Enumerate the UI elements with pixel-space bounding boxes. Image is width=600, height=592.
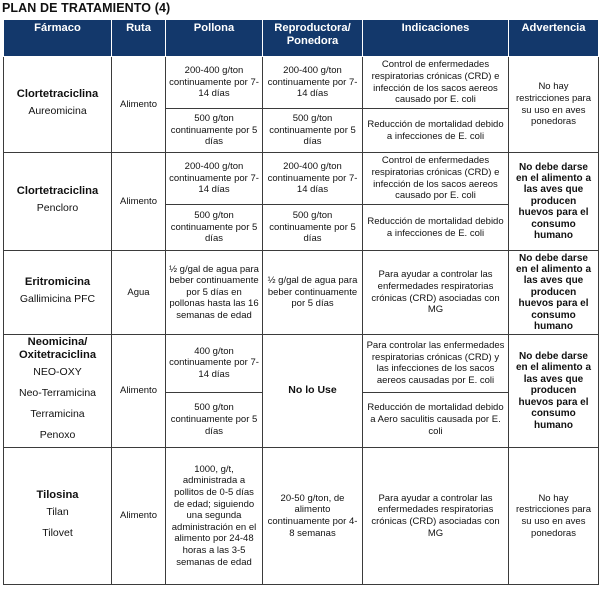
indicaciones-cell: Reducción de mortalidad debido a infecciones de E. coli (363, 205, 509, 251)
drug-name: Neomicina/ Oxitetraciclina (18, 336, 97, 361)
page-title: PLAN DE TRATAMIENTO (4) (2, 1, 171, 15)
header-ruta: Ruta (112, 20, 166, 57)
indicaciones-cell: Control de enfermedades respiratorias crónicas (CRD) e infección de los sacos aereos causado por E. coli (363, 153, 509, 205)
header-pollona: Pollona (166, 20, 263, 57)
warning-cell: No debe darse en el alimento a las aves que producen huevos para el consumo humano (509, 251, 599, 335)
reproductora-cell: 500 g/ton continuamente por 5 días (263, 109, 363, 153)
warning-cell: No debe darse en el alimento a las aves que producen huevos para el consumo humano (509, 153, 599, 251)
drug-cell (4, 153, 112, 251)
route-cell: Agua (112, 251, 166, 335)
warning-cell: No hay restricciones para su uso en aves ponedoras (509, 448, 599, 585)
indicaciones-cell: Control de enfermedades respiratorias crónicas (CRD) e infección de los sacos aereos causado por E. coli (363, 57, 509, 109)
table-row (4, 335, 599, 393)
product-name: Terramicina (30, 408, 85, 420)
reproductora-cell: 200-400 g/ton continuamente por 7-14 días (263, 57, 363, 109)
reproductora-cell: 200-400 g/ton continuamente por 7-14 días (263, 153, 363, 205)
treatment-table (3, 19, 599, 585)
route-cell: Alimento (112, 335, 166, 448)
table-row (4, 57, 599, 109)
product-name: Gallimicina PFC (19, 293, 96, 305)
header-row (4, 20, 599, 57)
drug-cell (4, 335, 112, 448)
pollona-cell: 1000, g/t, administrada a pollitos de 0-5 días de edad; siguiendo una segunda administración en el alimento por 24-48 horas a las 3-5 semanas de edad (166, 448, 263, 585)
header-advertencia: Advertencia (509, 20, 599, 57)
indicaciones-cell: Para ayudar a controlar las enfermedades respiratorias crónicas (CRD) asociadas con MG (363, 448, 509, 585)
drug-cell (4, 251, 112, 335)
route-cell: Alimento (112, 153, 166, 251)
drug-cell (4, 448, 112, 585)
header-farmaco: Fármaco (4, 20, 112, 57)
table-row (4, 448, 599, 585)
product-name: Penoxo (39, 429, 76, 441)
drug-name: Clortetraciclina (16, 185, 99, 197)
product-name: Pencloro (36, 202, 79, 214)
drug-name: Eritromicina (24, 276, 91, 288)
indicaciones-cell: Para ayudar a controlar las enfermedades respiratorias crónicas (CRD) asociadas con MG (363, 251, 509, 335)
pollona-cell: 500 g/ton continuamente por 5 días (166, 109, 263, 153)
product-name: Tilan (46, 506, 69, 518)
product-name: NEO-OXY (33, 366, 82, 378)
table-row (4, 251, 599, 335)
indicaciones-cell: Para controlar las enfermedades respiratorias crónicas (CRD) y las infecciones de los sacos aereos causadas por E. coli (363, 335, 509, 393)
indicaciones-cell: Reducción de mortalidad debido a infecciones de E. coli (363, 109, 509, 153)
drug-name: Clortetraciclina (16, 88, 99, 100)
reproductora-cell: ½ g/gal de agua para beber continuamente por 5 días (263, 251, 363, 335)
pollona-cell: 500 g/ton continuamente por 5 días (166, 392, 263, 448)
route-cell: Alimento (112, 448, 166, 585)
drug-name: Tilosina (36, 489, 79, 501)
pollona-cell: ½ g/gal de agua para beber continuamente por 5 días en pollonas hasta las 16 semanas de edad (166, 251, 263, 335)
warning-cell: No debe darse en el alimento a las aves que producen huevos para el consumo humano (509, 335, 599, 448)
header-indicaciones: Indicaciones (363, 20, 509, 57)
pollona-cell: 200-400 g/ton continuamente por 7-14 días (166, 153, 263, 205)
reproductora-cell: 20-50 g/ton, de alimento continuamente por 4-8 semanas (263, 448, 363, 585)
pollona-cell: 500 g/ton continuamente por 5 días (166, 205, 263, 251)
product-name: Aureomicina (28, 105, 87, 117)
drug-cell (4, 57, 112, 153)
product-name: Tilovet (42, 527, 73, 539)
product-name: Neo-Terramicina (18, 387, 97, 399)
warning-cell: No hay restricciones para su uso en aves ponedoras (509, 57, 599, 153)
indicaciones-cell: Reducción de mortalidad debido a Aero saculitis causada por E. coli (363, 392, 509, 448)
route-cell: Alimento (112, 57, 166, 153)
header-reproductora: Reproductora/ Ponedora (263, 20, 363, 57)
reproductora-cell: No lo Use (263, 335, 363, 448)
table-row (4, 153, 599, 205)
pollona-cell: 200-400 g/ton continuamente por 7-14 días (166, 57, 263, 109)
pollona-cell: 400 g/ton continuamente por 7-14 días (166, 335, 263, 393)
reproductora-cell: 500 g/ton continuamente por 5 días (263, 205, 363, 251)
